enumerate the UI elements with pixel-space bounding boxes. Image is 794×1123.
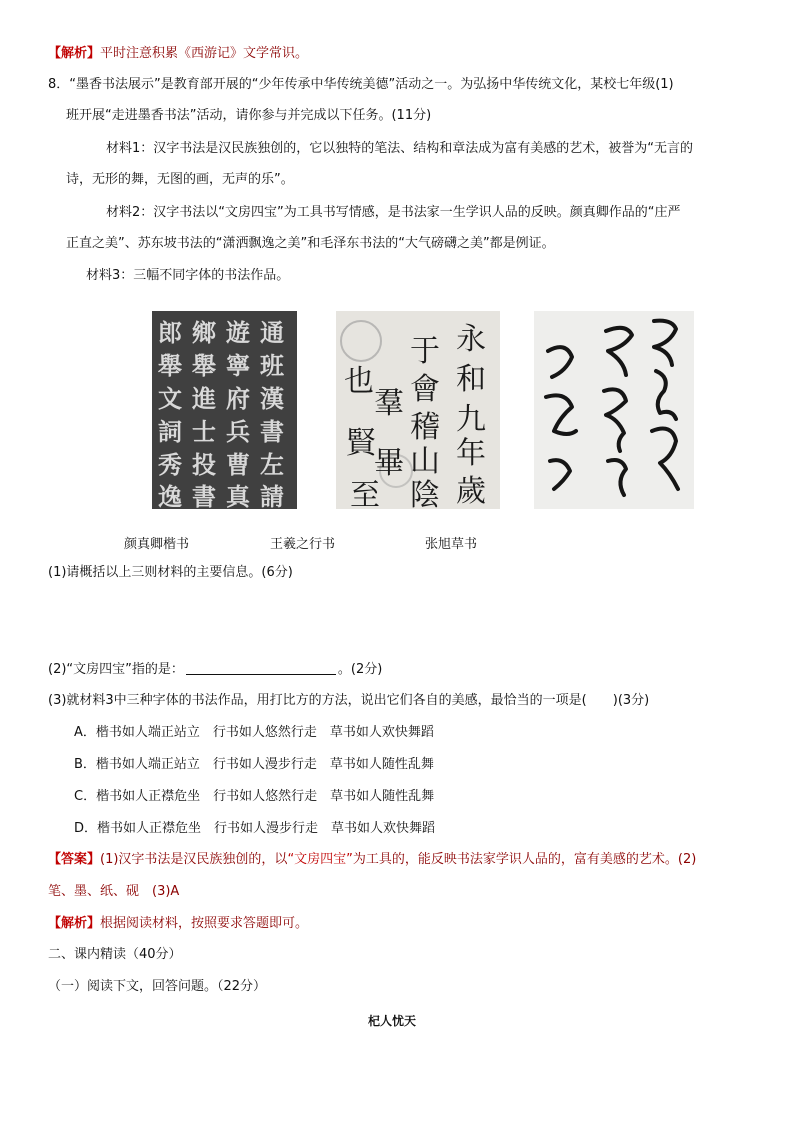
- svg-text:左: 左: [260, 450, 284, 479]
- svg-text:年: 年: [456, 436, 486, 471]
- option-c: C．楷书如人正襟危坐 行书如人悠然行走 草书如人随性乱舞: [74, 789, 435, 804]
- svg-text:書: 書: [192, 482, 216, 509]
- passage-title: 杞人忧天: [368, 1014, 417, 1028]
- analysis-tag: 【解析】: [48, 46, 101, 61]
- svg-text:寧: 寧: [226, 351, 250, 380]
- xingshu-texture: [336, 311, 500, 509]
- material-2-line2: 正直之美”、苏东坡书法的“潇洒飘逸之美”和毛泽东书法的“大气磅礴之美”都是例证。: [66, 236, 555, 251]
- svg-text:會: 會: [410, 372, 440, 407]
- caoshu-calligraphy-image: [534, 311, 694, 509]
- sub-question-2: [48, 660, 382, 680]
- material-2-line1: 材料2：汉字书法以“文房四宝”为工具书写情感，是书法家一生学识人品的反映。颜真卿作品的“庄严: [106, 205, 681, 220]
- svg-text:舉: 舉: [192, 351, 216, 380]
- svg-text:鄉: 鄉: [192, 318, 216, 347]
- analysis-tag-2: 【解析】: [48, 916, 101, 931]
- svg-text:兵: 兵: [226, 417, 250, 446]
- svg-text:投: 投: [192, 450, 216, 479]
- svg-text:于: 于: [410, 334, 440, 369]
- svg-text:和: 和: [456, 362, 486, 397]
- analysis-line-2: [48, 914, 308, 934]
- material-1-line1: 材料1：汉字书法是汉民族独创的，它以独特的笔法、结构和章法成为富有美感的艺术，被誉为“无言的: [106, 141, 694, 156]
- svg-text:逸: 逸: [158, 482, 182, 509]
- answer-line2: 笔、墨、纸、砚 (3)A: [48, 884, 180, 899]
- sub-question-1: (1)请概括以上三则材料的主要信息。(6分): [48, 565, 293, 580]
- svg-text:通: 通: [260, 318, 284, 347]
- analysis-line: [48, 44, 308, 64]
- svg-text:羣: 羣: [374, 386, 404, 421]
- kaishu-calligraphy-image: [152, 311, 297, 509]
- xingshu-calligraphy-image: [336, 311, 500, 509]
- caption-xingshu: 王羲之行书: [270, 537, 336, 552]
- svg-text:文: 文: [158, 384, 182, 413]
- svg-text:稽: 稽: [410, 410, 440, 445]
- svg-text:詞: 詞: [158, 417, 182, 446]
- kaishu-rubbing-texture: [152, 311, 297, 509]
- option-d: D．楷书如人正襟危坐 行书如人漫步行走 草书如人欢快舞蹈: [74, 821, 436, 836]
- sub-question-2-prefix: (2)“文房四宝”指的是：: [48, 662, 184, 677]
- svg-text:遊: 遊: [226, 318, 250, 347]
- sub-question-2-suffix: 。(2分): [337, 662, 383, 677]
- option-b: B．楷书如人端正站立 行书如人漫步行走 草书如人随性乱舞: [74, 757, 434, 772]
- svg-text:秀: 秀: [158, 450, 182, 479]
- svg-text:也: 也: [344, 364, 374, 399]
- svg-text:郎: 郎: [158, 318, 182, 347]
- svg-text:山: 山: [410, 444, 440, 479]
- svg-text:陰: 陰: [410, 478, 440, 509]
- svg-text:九: 九: [456, 402, 486, 437]
- svg-text:進: 進: [192, 384, 216, 413]
- question-8-line1: 8．“墨香书法展示”是教育部开展的“少年传承中华传统美德”活动之一。为弘扬中华传统文化，某校七年级(1): [48, 77, 674, 92]
- answer-line1: [48, 850, 696, 870]
- svg-text:漢: 漢: [260, 384, 284, 413]
- svg-text:班: 班: [260, 351, 284, 380]
- svg-text:畢: 畢: [374, 446, 404, 481]
- svg-text:歲: 歲: [456, 474, 486, 509]
- section-heading: 二、课内精读（40分）: [48, 947, 182, 962]
- answer-blank[interactable]: [186, 660, 336, 675]
- svg-text:舉: 舉: [158, 351, 182, 380]
- sub-question-3: (3)就材料3中三种字体的书法作品，用打比方的方法，说出它们各自的美感，最恰当的一项是( )(3分): [48, 693, 650, 708]
- svg-text:書: 書: [260, 417, 284, 446]
- answer-part2: 为工具的，能反映书法家学识人品的，富有美感的艺术。(2): [352, 852, 697, 867]
- answer-part1: (1)汉字书法是汉民族独创的，以: [100, 852, 288, 867]
- question-8-line2: 班开展“走进墨香书法”活动，请你参与并完成以下任务。(11分): [66, 108, 432, 123]
- svg-text:永: 永: [456, 322, 486, 357]
- material-1-line2: 诗，无形的舞，无图的画，无声的乐”。: [66, 172, 294, 187]
- svg-text:至: 至: [350, 478, 380, 509]
- svg-text:真: 真: [226, 482, 250, 509]
- svg-text:請: 請: [260, 482, 284, 509]
- caoshu-brush-strokes: [534, 311, 694, 509]
- part-heading: （一）阅读下文，回答问题。（22分）: [48, 979, 267, 994]
- svg-text:士: 士: [192, 417, 216, 446]
- material-3-line: 材料3：三幅不同字体的书法作品。: [86, 268, 290, 283]
- caption-kaishu: 颜真卿楷书: [124, 537, 190, 552]
- svg-text:曹: 曹: [226, 450, 250, 479]
- option-a: A．楷书如人端正站立 行书如人悠然行走 草书如人欢快舞蹈: [74, 725, 434, 740]
- analysis-text-2: 根据阅读材料，按照要求答题即可。: [100, 916, 309, 931]
- caption-caoshu: 张旭草书: [425, 537, 478, 552]
- answer-quote: “文房四宝”: [287, 852, 353, 867]
- svg-text:府: 府: [226, 384, 250, 413]
- answer-tag: 【答案】: [48, 852, 101, 867]
- analysis-text: 平时注意积累《西游记》文学常识。: [100, 46, 309, 61]
- svg-text:賢: 賢: [346, 426, 376, 461]
